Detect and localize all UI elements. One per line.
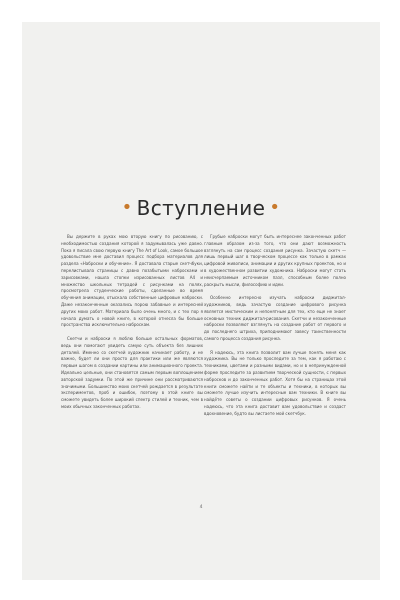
book-page xyxy=(22,22,380,580)
left-text-column xyxy=(61,234,203,418)
paragraph: Скетчи и наброски я люблю больше остальных форматов, ведь они помогают увидеть самую суть объекта без лишних деталей. Именно со скетчей художник начинает работу, и не важно, будет ли они просто для практики или же являются первым шагом в создании картины или анимационного проекта. Идеально цельные, они становятся самым первым воплощением авторской задумки. По этой же причине они рассматриваются значимыми. Большинство моих скетчей рождается в результате экспериментов, проб и ошибок, поэтому в этой книге вы сможете увидеть более широкий спектр стилей и техник, чем в моих обычных законченных работах. xyxy=(61,335,203,409)
paragraph: Грубые наброски могут быть интереснее законченных работ главным образом из-за того, что они дают возможность взглянуть на сам процесс создания рисунка. Зачастую скетч — лишь первый шаг в творческом процессе как только в рамках цифровой живописи, анимации и других крупных проектов, но и в художественном развитии художника. Наброски могут стать неисчерпаемым источником пазл, способным более полно раскрыть мысли, философию и идеи. xyxy=(204,234,346,287)
chapter-heading xyxy=(22,196,380,220)
chapter-title: Вступление xyxy=(136,196,266,220)
paragraph: Я надеюсь, эта книга позволит вам лучше понять меня как художника. Вы не только проследите за тем, как я работаю с техниками, цветами и разными видами, но и в непринужденной форме проследите за развитием творческой сущности, с первых набросков и до законченных работ. Хотя бы на страницах этой книги сможете найти и те объекты и техники, в которых вы сможете лучше изучить интересные вам техники. В книге вы найдёте советы о создании цифровых рисунков. Я очень надеюсь, что эта книга доставит вам удовольствие и создаст вдохновение, будто вы листаете мой скетчбук. xyxy=(204,349,346,416)
decorative-dot-right: • xyxy=(269,197,281,218)
decorative-dot-left: • xyxy=(121,197,133,218)
page-number: 4 xyxy=(199,505,203,510)
right-text-column xyxy=(204,234,346,424)
paragraph: Особенно интересно изучать наброски диджитал-художников, ведь зачастую создание цифрового рисунка является мистическим и непонятным для тех, кто еще не знает основных техник диджитал-рисования. Скетчи и незаконченные наброски позволяют взглянуть на создание работ от первого и до последнего штриха, приподнимают завесу таинственности самого процесса создания рисунка. xyxy=(204,295,346,341)
paragraph: Вы держите в руках мою вторую книгу по рисованию, с необходимостью создания которой я задумывалась уже давно. Пока я писала свою первую книгу The Art of Look, самое большое удовольствие мне доставил процесс подбора материалов для раздела «Наброски и обучение». Я доставала старые скетчбуки, перелистывала страницы с давно позабытыми набросками и зарисовками, нашла стопки изрисованных листов А4 и множество школьных тетрадей с рисунками на полях, просмотрела студенческие работы, сделанные во время обучения анимации, отыскала собственные цифровые наброски. Даже незаконченные оказались порою забавные и интересней других моих работ. Материала было очень много, и с тех пор я начала думать о новой книге, в которой отнесла бы больше пространства исключительно наброскам. xyxy=(61,234,203,328)
